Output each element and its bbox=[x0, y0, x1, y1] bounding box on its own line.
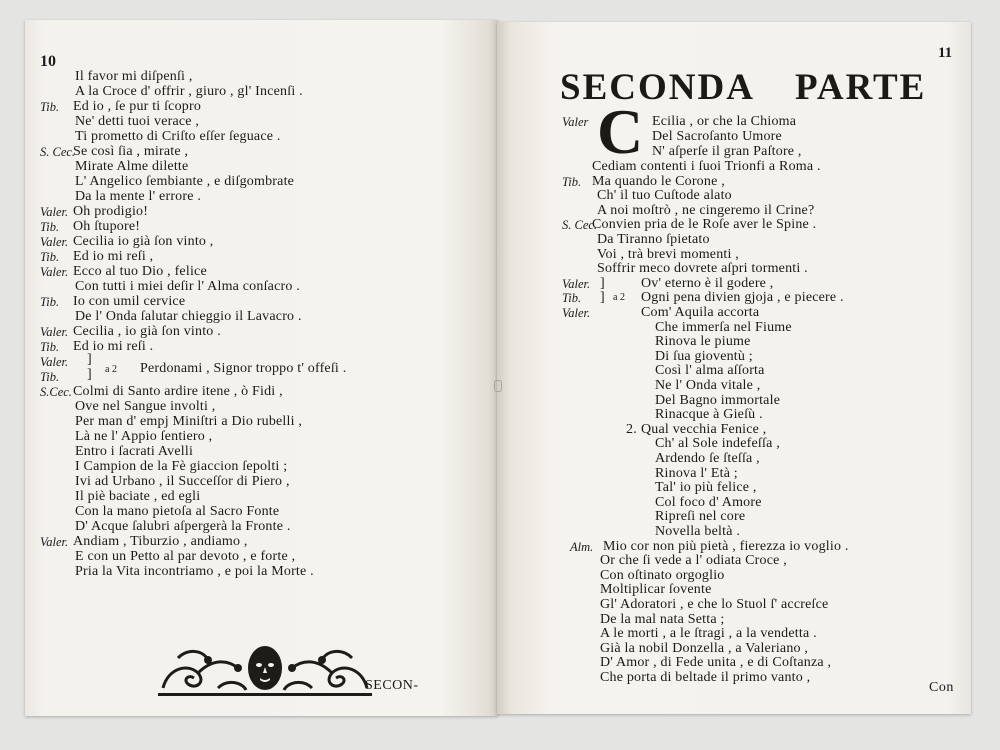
verse-line: Ivi ad Urbano , il Succeſſor di Piero , bbox=[75, 474, 290, 489]
verse-line: A le morti , a le ſtragi , a la vendetta . bbox=[600, 626, 817, 642]
verse-line: Con tutti i miei deſir l' Alma conſacro . bbox=[75, 279, 300, 294]
verse-line: D' Amor , di Fede unita , e di Coſtanza , bbox=[600, 655, 832, 671]
verse-line: Così l' alma aſſorta bbox=[655, 363, 765, 379]
verse-line: Che immerſa nel Fiume bbox=[655, 319, 792, 335]
verse-line: Ti prometto di Criſto eſſer ſeguace . bbox=[75, 129, 281, 144]
page-number: 10 bbox=[40, 53, 56, 70]
verse-line: Ch' al Sole indefeſſa , bbox=[655, 436, 780, 452]
verse-line: D' Acque ſalubri aſpergerà la Fronte . bbox=[75, 519, 291, 534]
duet-bracket: ] bbox=[87, 367, 92, 382]
left-page bbox=[25, 20, 498, 716]
verse-line: Ed io mi reſi . bbox=[73, 339, 154, 354]
verse-line: Novella beltà . bbox=[655, 524, 741, 539]
speaker-name: Valer bbox=[562, 115, 589, 129]
verse-line: Se così ſia , mirate , bbox=[73, 144, 189, 159]
section-heading-word-2: PARTE bbox=[795, 67, 927, 108]
verse-line: Per man d' empj Miniſtri a Dio rubelli , bbox=[75, 414, 303, 429]
drop-cap: C bbox=[597, 96, 644, 167]
verse-line: A noi moſtrò , ne cingeremo il Crine? bbox=[597, 202, 815, 218]
verse-line: Ove nel Sangue involti , bbox=[75, 399, 216, 414]
verse-line: Cediam contenti i ſuoi Trionfi a Roma . bbox=[592, 159, 821, 174]
verse-line: Soffrir meco dovrete aſpri tormenti . bbox=[597, 261, 808, 277]
verse-line: E con un Petto al par devoto , e forte , bbox=[75, 549, 296, 564]
verse-line: Perdonami , Signor troppo t' offeſi . bbox=[140, 361, 347, 376]
verse-line: Andiam , Tiburzio , andiamo , bbox=[73, 534, 248, 549]
duet-marker: a 2 bbox=[105, 364, 117, 375]
ornament-icon bbox=[158, 638, 372, 698]
verse-line: Ne l' Onda vitale , bbox=[655, 378, 761, 393]
section-heading-word-1: SECONDA bbox=[560, 67, 755, 108]
right-page bbox=[497, 22, 971, 714]
speaker-name: Valer. bbox=[40, 205, 69, 219]
verse-line: Pria la Vita incontriamo , e poi la Morte . bbox=[75, 564, 314, 579]
duet-bracket: ] bbox=[600, 290, 605, 306]
speaker-name: Tib. bbox=[40, 220, 60, 234]
verse-line: Ch' il tuo Cuſtode alato bbox=[597, 188, 732, 204]
verse-line: Oh ſtupore! bbox=[73, 219, 141, 234]
verse-line: De la mal nata Setta ; bbox=[600, 611, 725, 627]
speaker-name: Alm. bbox=[570, 539, 594, 554]
verse-line: Da la mente l' errore . bbox=[75, 189, 202, 204]
verse-line: Mirate Alme dilette bbox=[75, 159, 189, 174]
duet-bracket: ] bbox=[87, 352, 92, 367]
verse-line: Che porta di beltade il primo vanto , bbox=[600, 670, 811, 685]
speaker-name: Valer. bbox=[40, 535, 69, 549]
verse-line: N' aſperſe il gran Paſtore , bbox=[652, 144, 802, 159]
stanza-number: 2. bbox=[626, 421, 637, 437]
speaker-name: S. Cec. bbox=[562, 218, 598, 233]
verse-line: Rinacque à Gieſù . bbox=[655, 407, 763, 423]
verse-line: Già la nobil Donzella , a Valeriano , bbox=[600, 640, 809, 656]
verse-line: Col foco d' Amore bbox=[655, 494, 762, 510]
verse-line: Il piè baciate , ed egli bbox=[75, 489, 201, 504]
speaker-name: Valer. bbox=[40, 355, 69, 369]
verse-line: Io con umil cervice bbox=[73, 294, 186, 309]
verse-line: Ecilia , or che la Chioma bbox=[652, 114, 797, 129]
verse-line: Cecilia io già ſon vinto , bbox=[73, 234, 214, 249]
speaker-name: Valer. bbox=[40, 325, 69, 339]
verse-line: Ogni pena divien gjoja , e piecere . bbox=[641, 290, 844, 306]
speaker-name: Valer. bbox=[562, 276, 591, 291]
verse-line: Da Tiranno ſpietato bbox=[597, 232, 710, 247]
verse-line: De l' Onda ſalutar chieggio il Lavacro . bbox=[75, 309, 302, 324]
speaker-name: Tib. bbox=[562, 291, 582, 306]
verse-line: Ardendo ſe ſteſſa , bbox=[655, 451, 760, 466]
verse-line: Moltiplicar ſovente bbox=[600, 582, 712, 598]
verse-line: Là ne l' Appio ſentiero , bbox=[75, 429, 213, 444]
speaker-name: Tib. bbox=[40, 340, 60, 354]
verse-line: Ripreſi nel core bbox=[655, 509, 746, 525]
verse-line: Ecco al tuo Dio , felice bbox=[73, 264, 207, 279]
verse-line: Colmi di Santo ardire itene , ò Fidi , bbox=[73, 384, 283, 399]
verse-line: Tal' io più felice , bbox=[655, 480, 757, 496]
verse-line: Cecilia , io già ſon vinto . bbox=[73, 324, 221, 339]
verse-line: Di ſua gioventù ; bbox=[655, 348, 753, 364]
verse-line: Ed io , ſe pur ti ſcopro bbox=[73, 99, 202, 114]
catchword: Con bbox=[929, 680, 954, 695]
speaker-name: Valer. bbox=[40, 265, 69, 279]
verse-line: Qual vecchia Fenice , bbox=[641, 421, 767, 437]
speaker-name: Tib. bbox=[40, 250, 60, 264]
verse-line: Il favor mi diſpenſi , bbox=[75, 69, 193, 84]
verse-line: Voi , trà brevi momenti , bbox=[597, 246, 739, 262]
verse-line: Del Bagno immortale bbox=[655, 392, 781, 408]
verse-line: Convien pria de le Roſe aver le Spine . bbox=[592, 217, 817, 233]
verse-line: Entro i ſacrati Avelli bbox=[75, 444, 194, 459]
binding-stitch bbox=[494, 380, 502, 392]
verse-line: Mio cor non più pietà , fierezza io voglio . bbox=[603, 538, 849, 554]
speaker-name: Tib. bbox=[40, 370, 60, 384]
verse-line: Oh prodigio! bbox=[73, 204, 149, 219]
verse-line: Ne' detti tuoi verace , bbox=[75, 114, 200, 129]
verse-line: Ma quando le Corone , bbox=[592, 173, 725, 189]
speaker-name: S.Cec. bbox=[40, 385, 72, 399]
duet-bracket: ] bbox=[600, 275, 605, 291]
catchword: SECON- bbox=[365, 678, 419, 693]
speaker-name: Tib. bbox=[40, 295, 60, 309]
verse-line: Rinova le piume bbox=[655, 334, 751, 350]
verse-line: I Campion de la Fè giaccion ſepolti ; bbox=[75, 459, 288, 474]
verse-line: Con la mano pietoſa al Sacro Fonte bbox=[75, 504, 280, 519]
duet-marker: a 2 bbox=[613, 292, 625, 304]
verse-line: Ov' eterno è il godere , bbox=[641, 275, 774, 291]
verse-line: Del Sacroſanto Umore bbox=[652, 129, 782, 144]
verse-line: Gl' Adoratori , e che lo Stuol ſ' accreſce bbox=[600, 597, 829, 612]
verse-line: Com' Aquila accorta bbox=[641, 305, 760, 320]
verse-line: Con oſtinato orgoglio bbox=[600, 567, 725, 583]
verse-line: A la Croce d' offrir , giuro , gl' Incenſi . bbox=[75, 84, 303, 99]
verse-line: Ed io mi reſi , bbox=[73, 249, 154, 264]
verse-line: Or che ſi vede a l' odiata Croce , bbox=[600, 553, 787, 569]
speaker-name: S. Cec. bbox=[40, 145, 76, 159]
speaker-name: Tib. bbox=[562, 174, 582, 189]
verse-line: Rinova l' Età ; bbox=[655, 465, 738, 481]
speaker-name: Valer. bbox=[40, 235, 69, 249]
page-number: 11 bbox=[938, 45, 953, 61]
speaker-name: Tib. bbox=[40, 100, 60, 114]
speaker-name: Valer. bbox=[562, 306, 591, 320]
verse-line: L' Angelico ſembiante , e diſgombrate bbox=[75, 174, 295, 189]
